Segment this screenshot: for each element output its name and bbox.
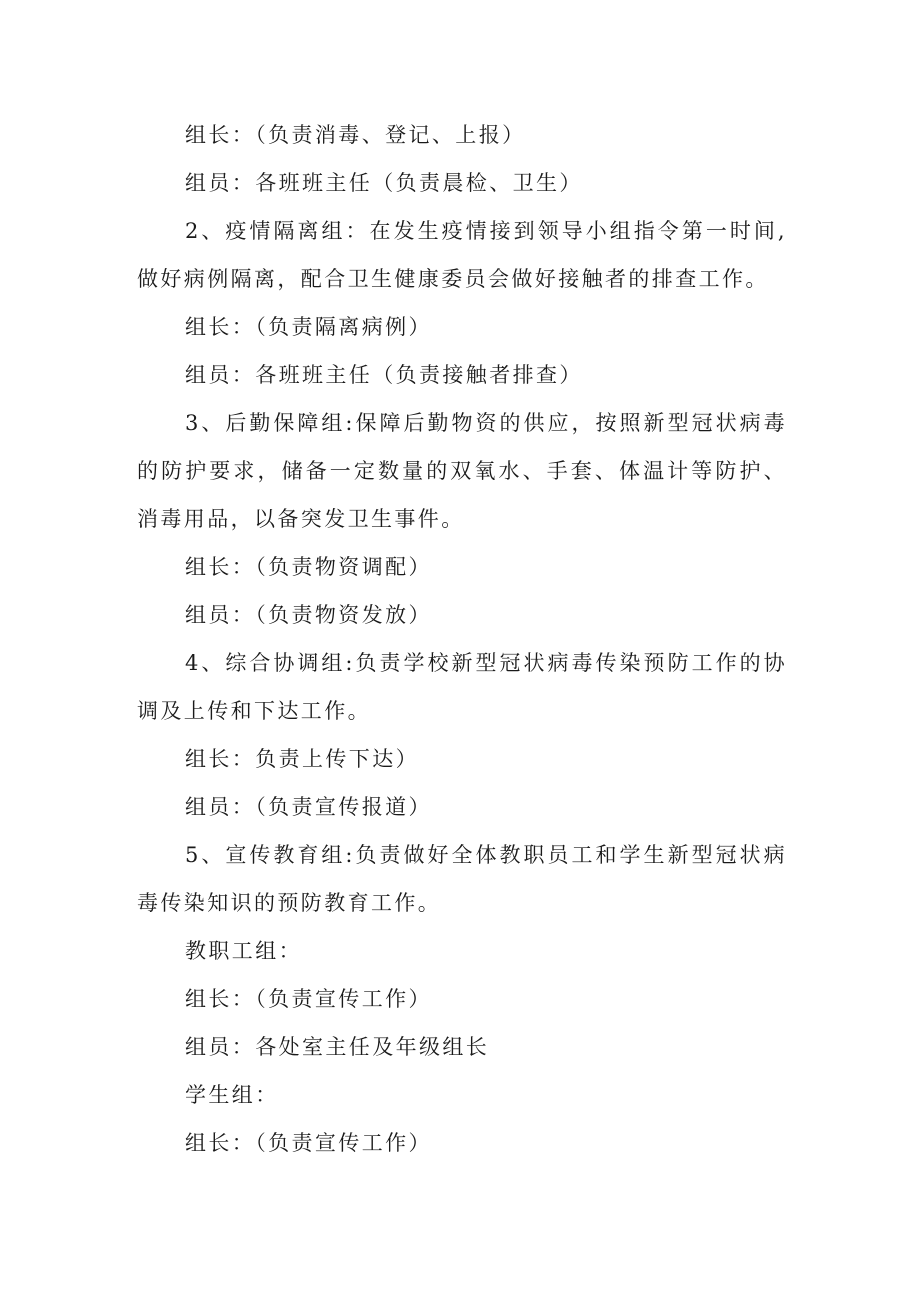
paragraph-isolation-members: 组员：各班班主任（负责接触者排查） (185, 363, 583, 387)
paragraph-logistics-group: 3、后勤保障组:保障后勤物资的供应，按照新型冠状病毒的防护要求，储备一定数量的双氧水、手套、体温计等防护、消毒用品，以备突发卫生事件。 (137, 411, 787, 531)
paragraph-student-leader: 组长：（负责宣传工作） (185, 1131, 432, 1155)
paragraph-staff-leader: 组长：（负责宣传工作） (185, 987, 432, 1011)
paragraph-staff-members: 组员：各处室主任及年级组长 (185, 1035, 490, 1059)
paragraph-logistics-leader: 组长：（负责物资调配） (185, 555, 432, 579)
paragraph-staff-group: 教职工组： (185, 939, 302, 963)
paragraph-isolation-leader: 组长：（负责隔离病例） (185, 315, 432, 339)
paragraph-coordination-leader: 组长：负责上传下达） (185, 747, 419, 771)
paragraph-coordination-group: 4、综合协调组:负责学校新型冠状病毒传染预防工作的协调及上传和下达工作。 (137, 651, 787, 723)
paragraph-logistics-members: 组员：（负责物资发放） (185, 603, 432, 627)
paragraph-student-group: 学生组： (185, 1083, 279, 1107)
document-body (137, 111, 787, 1167)
paragraph-disinfection-leader: 组长：（负责消毒、登记、上报） (185, 123, 526, 147)
paragraph-education-group: 5、宣传教育组:负责做好全体教职员工和学生新型冠状病毒传染知识的预防教育工作。 (137, 843, 787, 915)
paragraph-coordination-members: 组员：（负责宣传报道） (185, 795, 432, 819)
paragraph-isolation-group: 2、疫情隔离组：在发生疫情接到领导小组指令第一时间,做好病例隔离，配合卫生健康委员会做好接触者的排查工作。 (137, 219, 787, 291)
paragraph-disinfection-members: 组员：各班班主任（负责晨检、卫生） (185, 171, 583, 195)
